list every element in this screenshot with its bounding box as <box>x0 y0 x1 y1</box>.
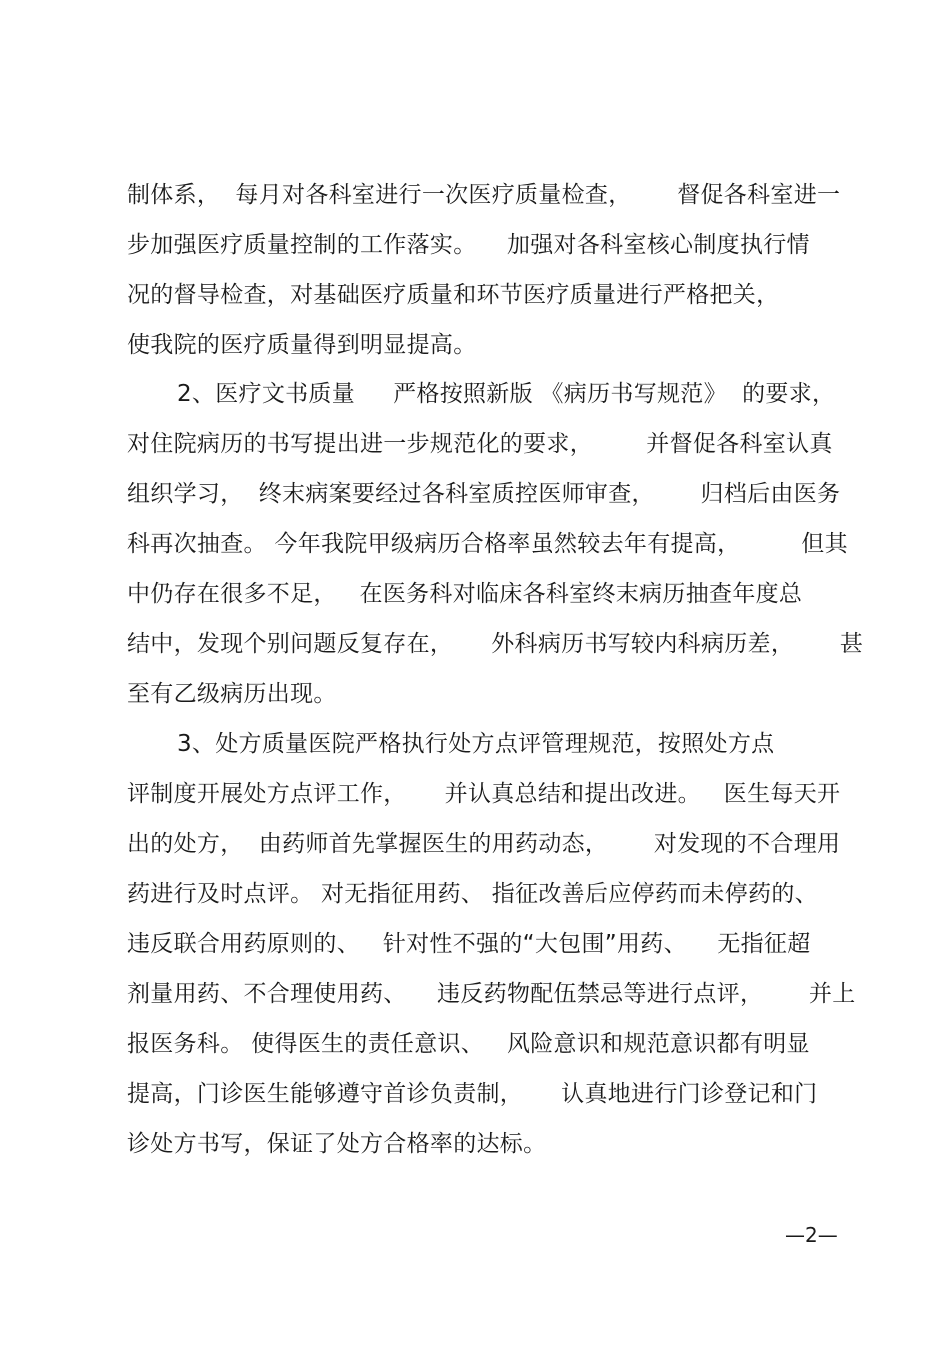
paragraph-2-line-1: 2、医疗文书质量 严格按照新版 《病历书写规范》 的要求， <box>177 381 836 407</box>
page-number: —2— <box>785 1223 838 1247</box>
paragraph-1-line-4: 使我院的医疗质量得到明显提高。 <box>127 332 477 358</box>
paragraph-3-line-5: 违反联合用药原则的、 针对性不强的“大包围”用药、 无指征超 <box>127 931 811 957</box>
paragraph-3-line-2: 评制度开展处方点评工作， 并认真总结和提出改进。 医生每天开 <box>127 781 841 807</box>
paragraph-2-line-6: 结中，发现个别问题反复存在， 外科病历书写较内科病历差， 甚 <box>127 631 864 657</box>
paragraph-1-line-3: 况的督导检查，对基础医疗质量和环节医疗质量进行严格把关， <box>127 282 780 308</box>
paragraph-2-line-7: 至有乙级病历出现。 <box>127 681 337 707</box>
paragraph-3-line-1: 3、处方质量医院严格执行处方点评管理规范，按照处方点 <box>177 731 775 757</box>
paragraph-3-line-7: 报医务科。 使得医生的责任意识、 风险意识和规范意识都有明显 <box>127 1031 810 1057</box>
paragraph-3-line-8: 提高，门诊医生能够遵守首诊负责制， 认真地进行门诊登记和门 <box>127 1081 818 1107</box>
paragraph-1-line-1: 制体系， 每月对各科室进行一次医疗质量检查， 督促各科室进一 <box>127 182 841 208</box>
paragraph-2-line-3: 组织学习， 终末病案要经过各科室质控医师审查， 归档后由医务 <box>127 481 841 507</box>
paragraph-3-line-6: 剂量用药、不合理使用药、 违反药物配伍禁忌等进行点评， 并上 <box>127 981 856 1007</box>
paragraph-2-line-2: 对住院病历的书写提出进一步规范化的要求， 并督促各科室认真 <box>127 431 833 457</box>
paragraph-3-line-4: 药进行及时点评。 对无指征用药、 指征改善后应停药而未停药的、 <box>127 881 818 907</box>
paragraph-2-line-4: 科再次抽查。 今年我院甲级病历合格率虽然较去年有提高， 但其 <box>127 531 848 557</box>
paragraph-3-line-9: 诊处方书写，保证了处方合格率的达标。 <box>127 1131 547 1157</box>
paragraph-3-line-3: 出的处方， 由药师首先掌握医生的用药动态， 对发现的不合理用 <box>127 831 841 857</box>
paragraph-1-line-2: 步加强医疗质量控制的工作落实。 加强对各科室核心制度执行情 <box>127 232 810 258</box>
paragraph-2-line-5: 中仍存在很多不足， 在医务科对临床各科室终末病历抽查年度总 <box>127 581 803 607</box>
